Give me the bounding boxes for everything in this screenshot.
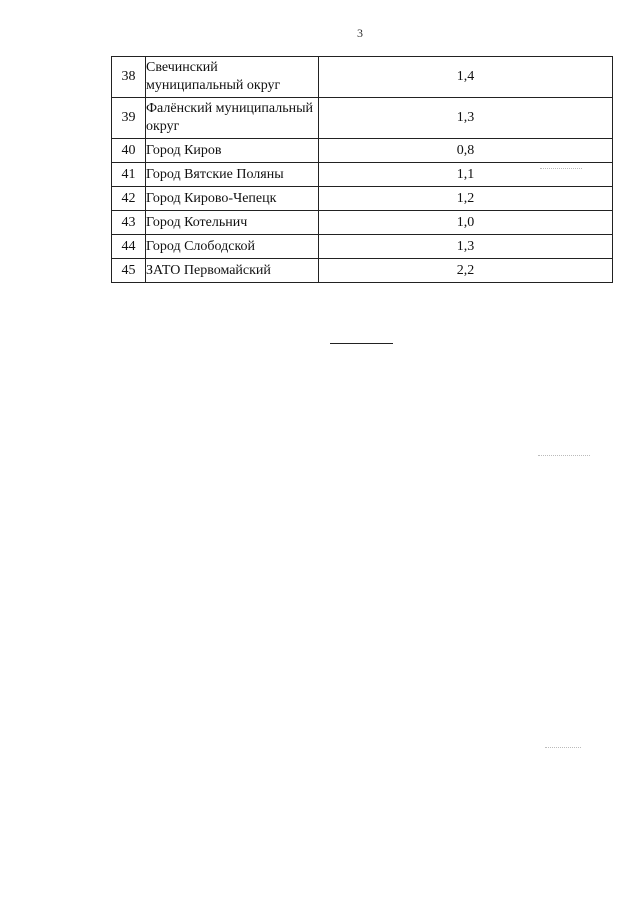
scan-artifact — [540, 168, 582, 169]
municipality-name: Город Кирово-Чепецк — [146, 187, 319, 211]
row-number: 40 — [112, 139, 146, 163]
municipality-name: Город Вятские Поляны — [146, 163, 319, 187]
coefficient-value: 1,3 — [319, 235, 613, 259]
municipality-name: ЗАТО Первомайский — [146, 259, 319, 283]
row-number: 44 — [112, 235, 146, 259]
table-row — [112, 211, 613, 235]
coefficient-table — [111, 56, 613, 283]
row-number: 42 — [112, 187, 146, 211]
scan-artifact — [538, 455, 590, 456]
municipality-name: Город Слободской — [146, 235, 319, 259]
table-row — [112, 98, 613, 139]
end-divider — [330, 343, 393, 344]
coefficient-value: 1,3 — [319, 98, 613, 139]
row-number: 41 — [112, 163, 146, 187]
municipality-name: Фалёнский муниципальный округ — [146, 98, 319, 139]
coefficient-value: 2,2 — [319, 259, 613, 283]
table-row — [112, 187, 613, 211]
row-number: 43 — [112, 211, 146, 235]
municipality-name: Свечинский муниципальный округ — [146, 57, 319, 98]
page-number: 3 — [357, 26, 363, 40]
coefficient-value: 1,0 — [319, 211, 613, 235]
table-row — [112, 259, 613, 283]
municipality-name: Город Киров — [146, 139, 319, 163]
row-number: 45 — [112, 259, 146, 283]
coefficient-value: 1,4 — [319, 57, 613, 98]
row-number: 38 — [112, 57, 146, 98]
row-number: 39 — [112, 98, 146, 139]
table-row — [112, 235, 613, 259]
table-row — [112, 57, 613, 98]
coefficient-value: 1,1 — [319, 163, 613, 187]
table-row — [112, 139, 613, 163]
coefficient-value: 1,2 — [319, 187, 613, 211]
coefficient-value: 0,8 — [319, 139, 613, 163]
table-row — [112, 163, 613, 187]
municipality-name: Город Котельнич — [146, 211, 319, 235]
scan-artifact — [545, 747, 581, 748]
